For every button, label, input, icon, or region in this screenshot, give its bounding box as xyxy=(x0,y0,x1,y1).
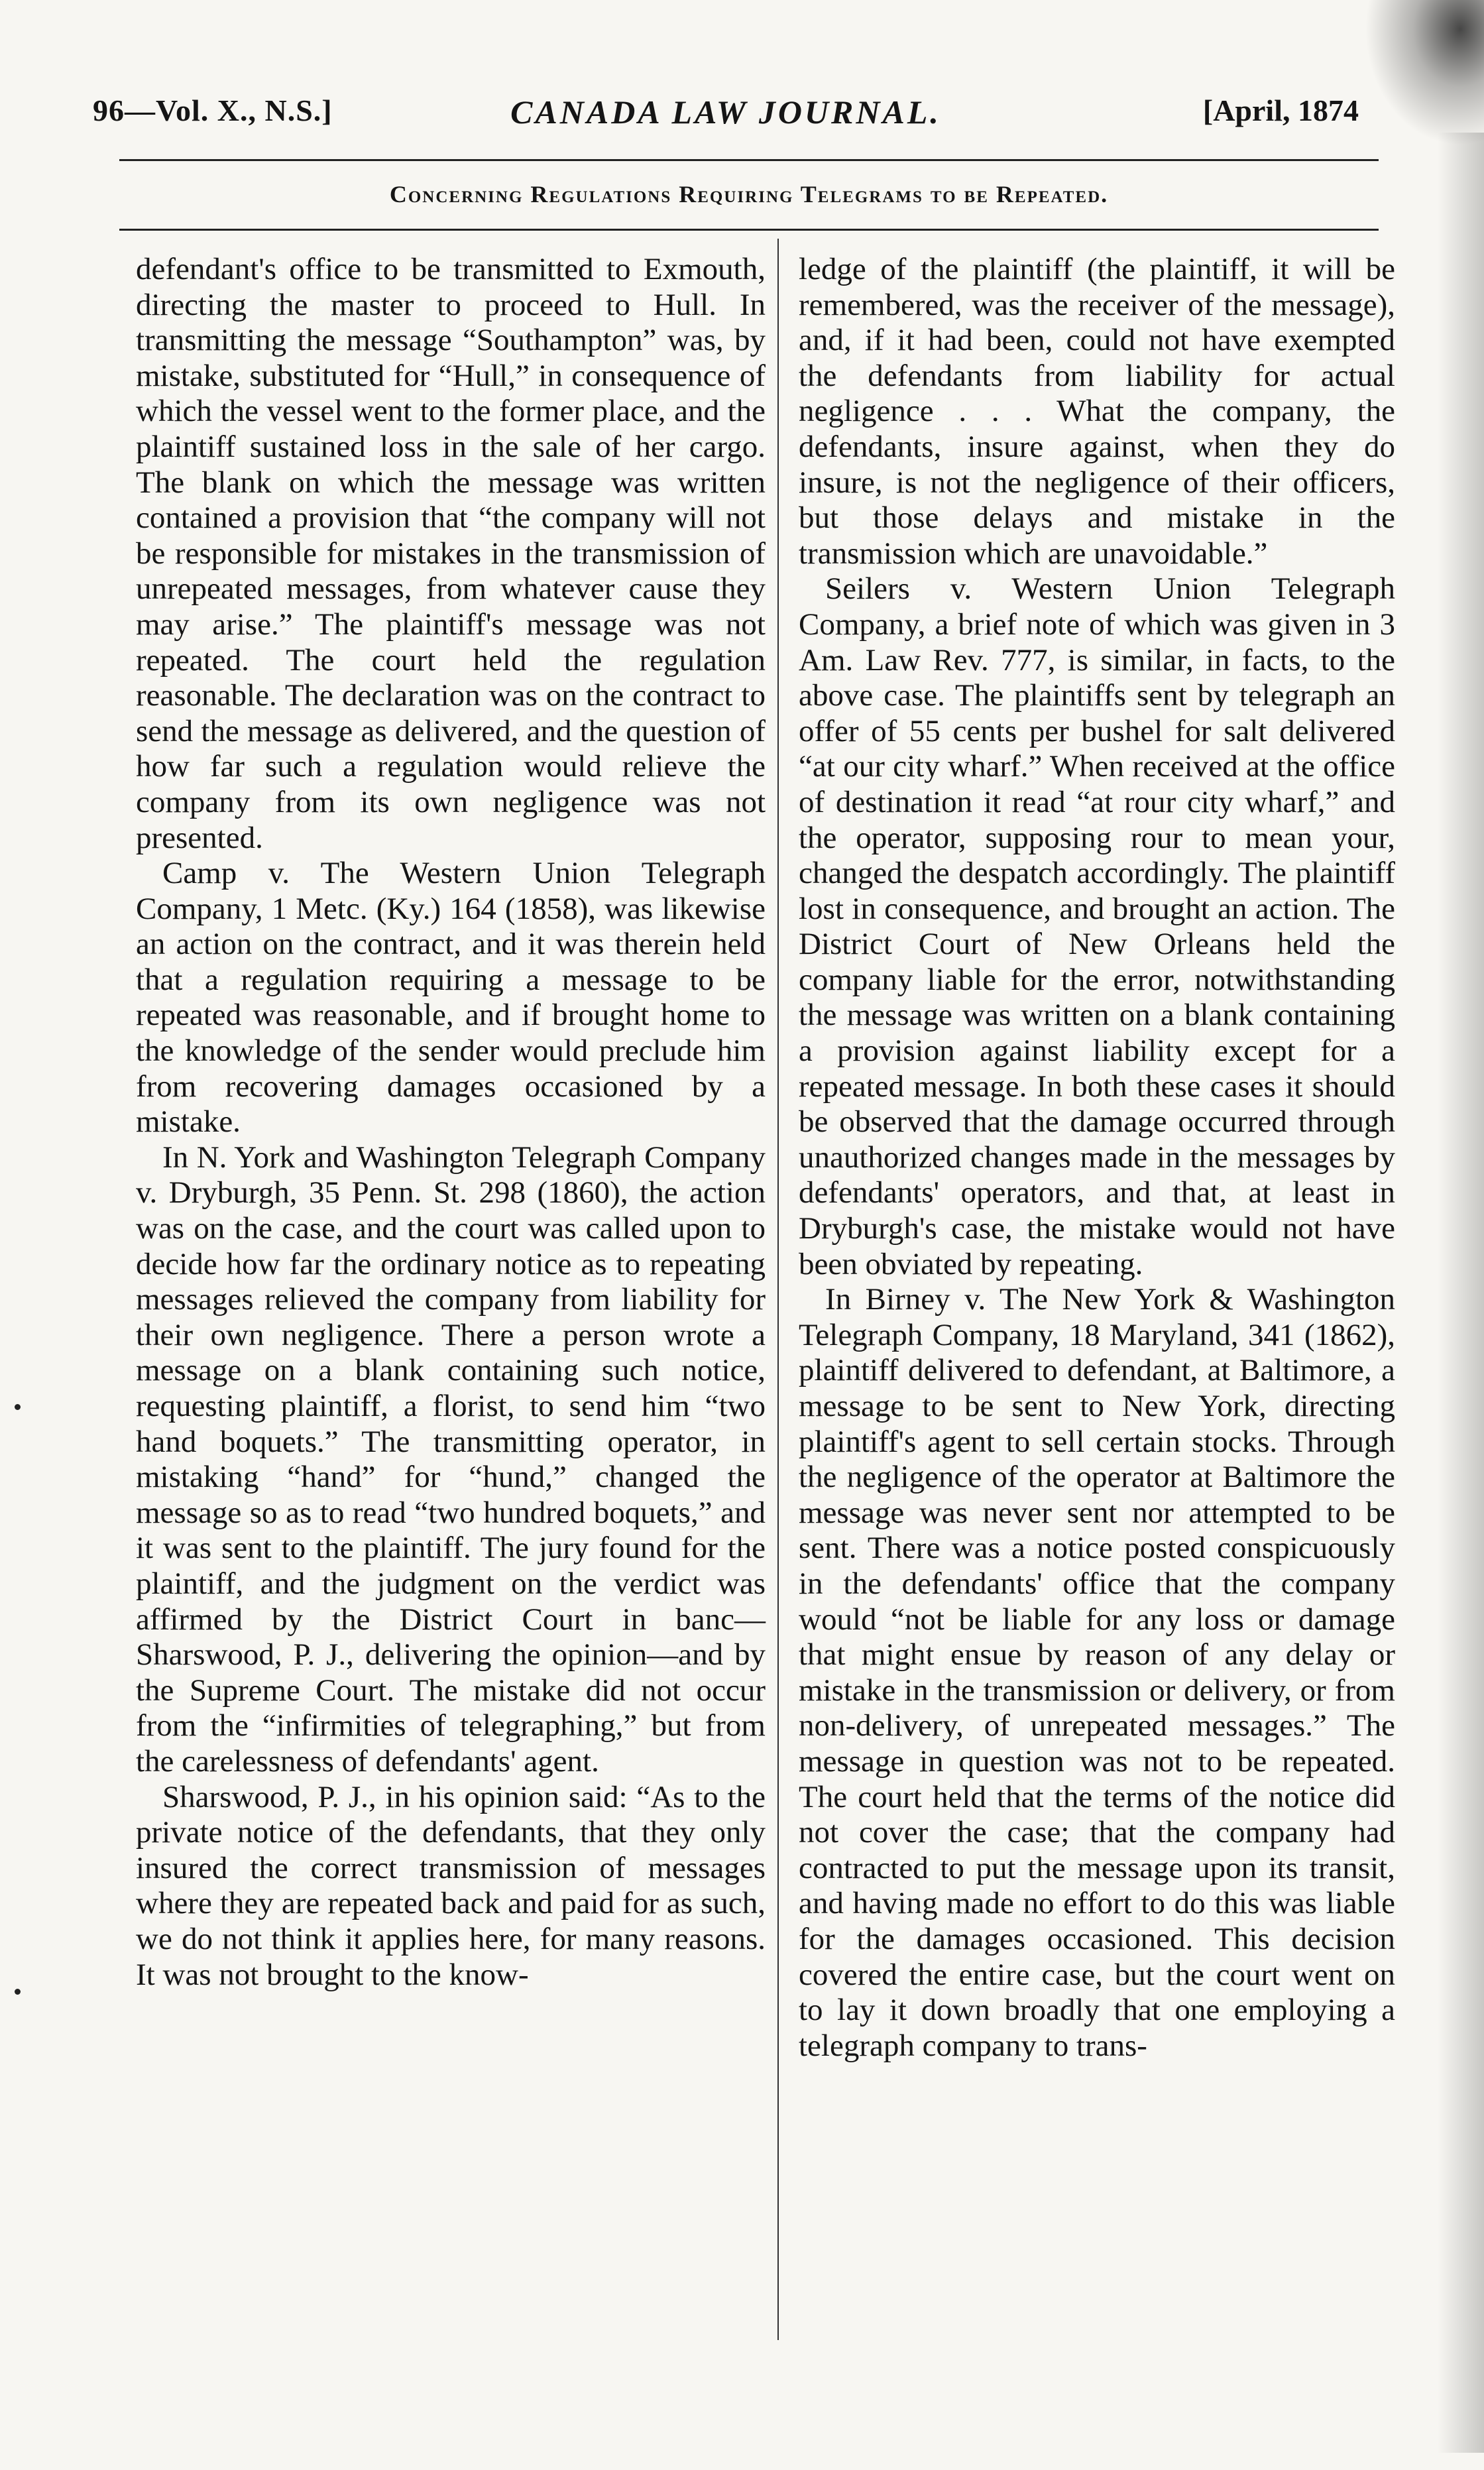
issue-date: [April, 1874 xyxy=(1202,93,1359,127)
header-rule xyxy=(119,159,1379,161)
right-column xyxy=(799,252,1395,2064)
page-volume: 96—Vol. X., N.S.] xyxy=(93,93,333,127)
running-header xyxy=(93,93,1359,152)
margin-mark xyxy=(15,1989,21,1995)
column-divider xyxy=(777,239,779,2340)
margin-mark xyxy=(15,1404,21,1410)
paragraph: ledge of the plaintiff (the plaintiff, it will be remembered, was the receiver of the message), and, if it had been, could not have exempted the defendants from liability for actual negligence . . . What the company, the defendants, insure against, when they do insure, is not the negligence of their officers, but those delays and mistake in the transmission which are unavoidable.” xyxy=(799,252,1395,571)
paragraph: defendant's office to be transmitted to Exmouth, directing the master to proceed to Hull. In transmitting the message “Southampton” was, by mistake, substituted for “Hull,” in consequence of which the vessel went to the former place, and the plaintiff sustained loss in the sale of her cargo. The blank on which the message was written contained a provision that “the company will not be responsible for mistakes in the transmission of unrepeated messages, from whatever cause they may arise.” The plaintiff's message was not repeated. The court held the regulation reasonable. The declaration was on the contract to send the message as delivered, and the question of how far such a regulation would relieve the company from its own negligence was not presented. xyxy=(136,252,766,855)
page-edge-smudge xyxy=(1365,0,1484,146)
paragraph: Sharswood, P. J., in his opinion said: “As to the private notice of the defendants, that they only insured the correct transmission of messages where they are repeated back and paid for as such, we do not think it applies here, for many reasons. It was not brought to the know- xyxy=(136,1779,766,1992)
paragraph: In Birney v. The New York & Washington Telegraph Company, 18 Maryland, 341 (1862), plaintiff delivered to defendant, at Baltimore, a message to be sent to New York, directing plaintiff's agent to sell certain stocks. Through the negligence of the operator at Baltimore the message was never sent nor attempted to be sent. There was a notice posted conspicuously in the defendants' office that the company would “not be liable for any loss or damage that might ensue by reason of any delay or mistake in the transmission or delivery, or from non-delivery, of unrepeated messages.” The message in question was not to be repeated. The court held that the terms of the notice did not cover the case; that the company had contracted to put the message upon its transit, and having made no effort to do this was liable for the damages occasioned. This decision covered the entire case, but the court went on to lay it down broadly that one employing a telegraph company to trans- xyxy=(799,1282,1395,2063)
journal-title: CANADA LAW JOURNAL. xyxy=(510,93,941,131)
paragraph: Camp v. The Western Union Telegraph Company, 1 Metc. (Ky.) 164 (1858), was likewise an action on the contract, and it was therein held that a regulation requiring a message to be repeated was reasonable, and if brought home to the knowledge of the sender would preclude him from recovering damages occasioned by a mistake. xyxy=(136,856,766,1140)
left-column xyxy=(136,252,766,1993)
page-edge-shadow xyxy=(1438,133,1484,2453)
paragraph: In N. York and Washington Telegraph Company v. Dryburgh, 35 Penn. St. 298 (1860), the action was on the case, and the court was called upon to decide how far the ordinary notice as to repeating messages relieved the company from liability for their own negligence. There a person wrote a message on a blank containing such notice, requesting plaintiff, a florist, to send him “two hand boquets.” The transmitting operator, in mistaking “hand” for “hund,” changed the message so as to read “two hundred boquets,” and it was sent to the plaintiff. The jury found for the plaintiff, and the judgment on the verdict was affirmed by the District Court in banc—Sharswood, P. J., delivering the opinion—and by the Supreme Court. The mistake did not occur from the “infirmities of telegraphing,” but from the carelessness of defendants' agent. xyxy=(136,1140,766,1779)
paragraph: Seilers v. Western Union Telegraph Company, a brief note of which was given in 3 Am. Law Rev. 777, is similar, in facts, to the above case. The plaintiffs sent by telegraph an offer of 55 cents per bushel for salt delivered “at our city wharf.” When received at the office of destination it read “at rour city wharf,” and the operator, supposing rour to mean your, changed the despatch accordingly. The plaintiff lost in consequence, and brought an action. The District Court of New Orleans held the company liable for the error, notwithstanding the message was written on a blank containing a provision against liability except for a repeated message. In both these cases it should be observed that the damage occurred through unauthorized changes made in the messages by defendants' operators, and that, at least in Dryburgh's case, the mistake would not have been obviated by repeating. xyxy=(799,571,1395,1281)
section-title: Concerning Regulations Requiring Telegrams to be Repeated. xyxy=(389,181,1109,207)
section-rule xyxy=(119,229,1379,231)
